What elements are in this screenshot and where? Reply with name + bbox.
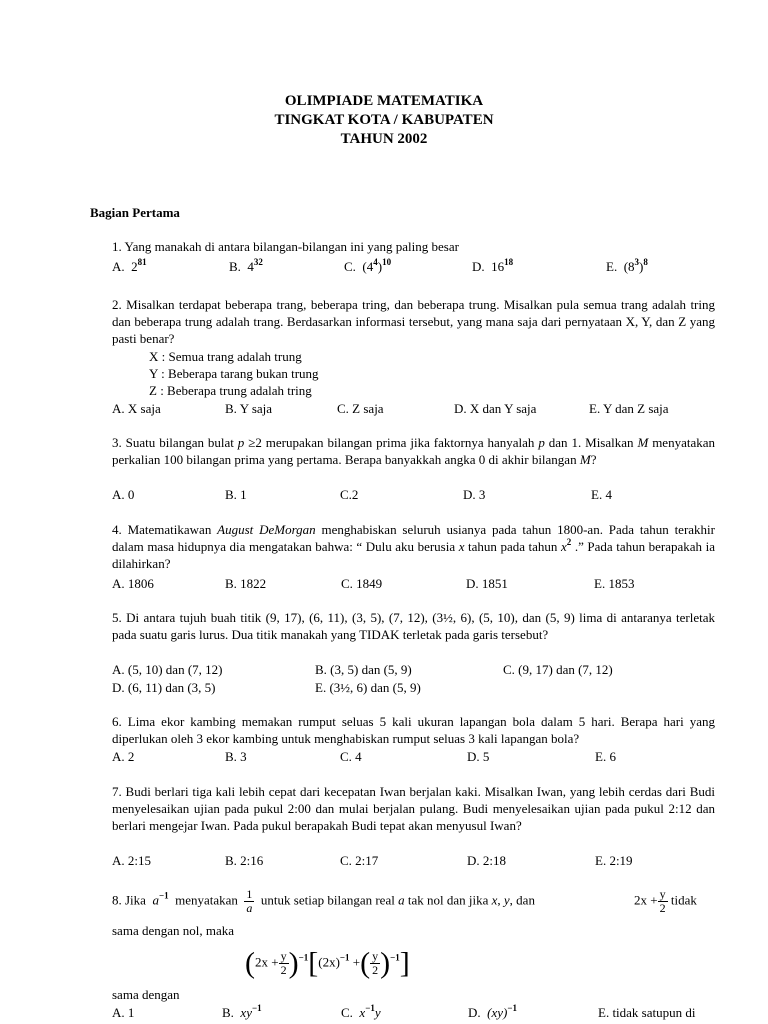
q8-expression: 2x + $\frac{y}{2}$ tidak (634, 887, 697, 915)
q1-option-e: E. $(8^3)^8$ (606, 257, 648, 274)
question-2-text: 2. Misalkan terdapat beberapa trang, beberapa tring, dan beberapa trung. Misalkan pula semua trang adalah tring dan beberapa trung adalah trang. Berdasarkan informasi tersebut, yang mana saja dari pernyataan X, Y, dan Z yang pasti benar? (112, 297, 715, 346)
q4-option-b: B. 1822 (225, 576, 267, 591)
q1-option-b: B. $4^{32}$ (229, 257, 263, 274)
title-line-2: TINGKAT KOTA / KABUPATEN (274, 112, 494, 128)
q8-option-e: E. tidak satupun di (598, 1005, 696, 1020)
q4-option-c: C. 1849 (341, 576, 383, 591)
q2-option-a: A. X saja (112, 401, 161, 416)
q3-option-b: B. 1 (225, 487, 247, 502)
q8-after: sama dengan (112, 987, 180, 1002)
q7-option-a: A. 2:15 (112, 853, 151, 868)
q2-option-c: C. Z saja (337, 401, 384, 416)
q6-option-b: B. 3 (225, 749, 247, 764)
q2-statement-z: Z : Beberapa trung adalah tring (149, 383, 312, 398)
q3-option-a: A. 0 (112, 487, 135, 502)
q2-option-e: E. Y dan Z saja (589, 401, 669, 416)
q5-option-d: D. (6, 11) dan (3, 5) (112, 680, 216, 695)
q3-option-d: D. 3 (463, 487, 486, 502)
q8-option-d: D. (xy)$^{-1}$ (468, 1003, 517, 1020)
q6-option-c: C. 4 (340, 749, 362, 764)
title-line-3: TAHUN 2002 (340, 131, 428, 147)
q7-option-e: E. 2:19 (595, 853, 633, 868)
question-6-text: 6. Lima ekor kambing memakan rumput seluas 5 kali ukuran lapangan bola dalam 5 hari. Berapa hari yang diperlukan oleh 3 ekor kambing untuk menghabiskan rumput seluas 3 kali lapangan bola? (112, 714, 715, 746)
q8-option-b: B. $xy^{-1}$ (222, 1003, 262, 1020)
q6-option-d: D. 5 (467, 749, 490, 764)
q1-option-a: A. $2^{81}$ (112, 257, 147, 274)
question-4-text: 4. Matematikawan August DeMorgan menghabiskan seluruh usianya pada tahun 1800-an. Pada tahun terakhir dalam masa hidupnya dia mengatakan bahwa: “ Dulu aku berusia x tahun pada tahun $x^2$ .” Pada tahun berapakah ia dilahirkan? (112, 522, 715, 571)
title-line-1: OLIMPIADE MATEMATIKA (284, 93, 484, 109)
q5-option-c: C. (9, 17) dan (7, 12) (503, 662, 613, 677)
q2-statement-x: X : Semua trang adalah trung (149, 349, 302, 364)
q2-option-d: D. X dan Y saja (454, 401, 537, 416)
q4-option-d: D. 1851 (466, 576, 508, 591)
q2-statement-y: Y : Beberapa tarang bukan trung (149, 366, 319, 381)
section-heading: Bagian Pertama (90, 205, 180, 220)
q2-option-b: B. Y saja (225, 401, 273, 416)
q3-option-e: E. 4 (591, 487, 612, 502)
q6-option-a: A. 2 (112, 749, 135, 764)
q5-option-a: A. (5, 10) dan (7, 12) (112, 662, 223, 677)
q7-option-b: B. 2:16 (225, 853, 264, 868)
question-1-text: 1. Yang manakah di antara bilangan-bilangan ini yang paling besar (112, 239, 459, 254)
q4-option-e: E. 1853 (594, 576, 635, 591)
q8-option-c: C. $x^{-1}y$ (341, 1003, 381, 1020)
question-8-intro: 8. Jika $a^{-1}$ menyatakan $\frac{1}{a}$ untuk setiap bilangan real a tak nol dan jika x, y, dan (112, 887, 535, 915)
q7-option-c: C. 2:17 (340, 853, 379, 868)
q7-option-d: D. 2:18 (467, 853, 506, 868)
question-7-text: 7. Budi berlari tiga kali lebih cepat dari kecepatan Iwan berjalan kaki. Misalkan Iwan, yang lebih cerdas dari Budi menyelesaikan ujian pada pukul 2:00 dan mulai berjalan pulang. Budi menyelesaikan ujian pada pukul 2:12 dan berlari mengejar Iwan. Pada pukul berapakah Budi tepat akan menyusul Iwan? (112, 784, 715, 833)
q6-option-e: E. 6 (595, 749, 616, 764)
q8-formula: (2x + $\frac{y}{2}$ )$^{-1}[(2x)^{-1}$ +( $\frac{y}{2}$ )$^{-1}$] (245, 946, 410, 980)
q5-option-b: B. (3, 5) dan (5, 9) (315, 662, 412, 677)
q8-option-a: A. 1 (112, 1005, 135, 1020)
q8-continuation: sama dengan nol, maka (112, 923, 235, 938)
q1-option-d: D. $16^{18}$ (472, 257, 514, 274)
q1-option-c: C. $(4^4)^{10}$ (344, 257, 392, 274)
q4-option-a: A. 1806 (112, 576, 154, 591)
question-3-text: 3. Suatu bilangan bulat p ≥2 merupakan bilangan prima jika faktornya hanyalah p dan 1. Misalkan M menyatakan perkalian 100 bilangan prima yang pertama. Berapa banyakkah angka 0 di akhir bilangan M? (112, 435, 716, 467)
question-5-text: 5. Di antara tujuh buah titik (9, 17), (6, 11), (3, 5), (7, 12), (3½, 6), (5, 10), dan (5, 9) lima di antaranya terletak pada suatu garis lurus. Dua titik manakah yang TIDAK terletak pada garis tersebut? (112, 610, 715, 642)
q3-option-c: C.2 (340, 487, 359, 502)
q5-option-e: E. (3½, 6) dan (5, 9) (315, 680, 421, 695)
